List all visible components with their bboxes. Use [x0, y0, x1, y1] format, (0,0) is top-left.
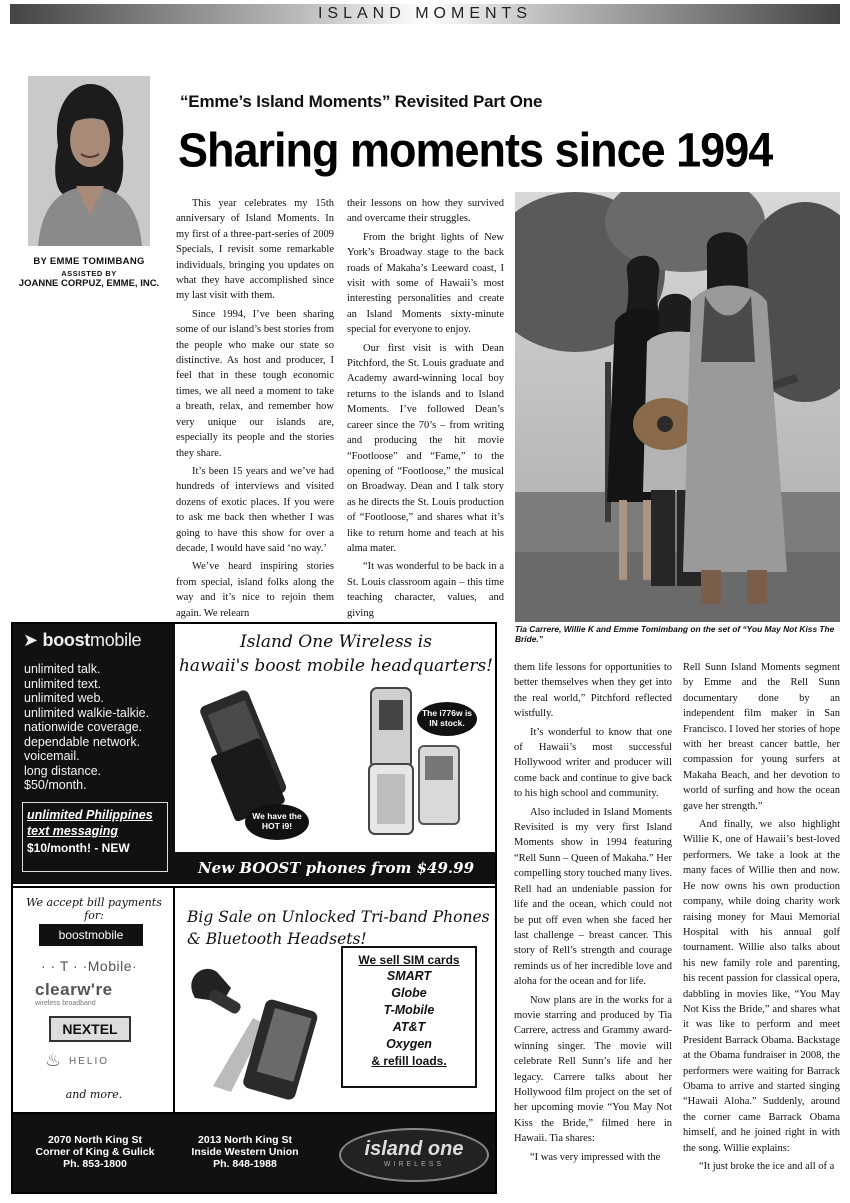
ad-sale-panel — [175, 886, 497, 1112]
philippines-offer-line-2: text messaging — [27, 824, 119, 838]
paragraph: This year celebrates my 15th anniversary of Island Moments. In my first of a three-part-series of 2009 Specials, I revisit some remarkable individuals, bringing you updates on what they have accomplished since my last visit with them. — [176, 198, 334, 302]
advertisement — [11, 622, 497, 1194]
paragraph: Now plans are in the works for a movie starring and produced by Tia Carrere, actress and Grammy award-winning singer. The movie will celebrate Rell Sunn’s life and her legacy. Carrere talks about her Hollywood film project on the set of her upcoming movie “You May Not Kiss the Bride,” filmed here in Hawaii. Tia shares: — [514, 994, 672, 1145]
section-header-bar — [10, 4, 840, 24]
sim-refill: & refill loads. — [371, 1054, 447, 1068]
sale-title — [187, 906, 490, 950]
feature-item: voicemail. — [24, 749, 80, 763]
boost-logo-arrow-icon: ➤ — [23, 630, 38, 650]
philippines-offer-line-1: unlimited Philippines — [27, 808, 153, 822]
photo-caption: Tia Carrere, Willie K and Emme Tomimbang on the set of “You May Not Kiss The Bride.” — [515, 624, 835, 644]
headset-and-phone-illustration — [183, 958, 343, 1108]
feature-item: unlimited web. — [24, 691, 104, 705]
paragraph: And finally, we also highlight Willie K, one of Hawaii’s best-loved performers. We take a look at the many faces of Willie then and now. He now owns his own production company, while doing charity work raising money for Maui Memorial Hospital with his annual golf tournament. Willie also talks about his new family role and parenting, his recent passion for classical opera, dabbling in movies like, “You May Not Kiss the Bride,” and shares what it was like to perform and meet President Barrack Obama. Backstage at the Obama fundraiser in 2008, the performers were waiting for Barrack Obama to arrive and started singing “Hawaii Aloha.” Suddenly, around the corner came Barrack Obama himself, and he joined right in with the song. Willie explains: — [683, 819, 840, 1154]
ad-headquarters-panel — [175, 624, 497, 852]
store-address: 2070 North King St — [48, 1134, 142, 1146]
sim-title: We sell SIM cards — [358, 953, 460, 967]
byline-assistant: JOANNE CORPUZ, EMME, INC. — [18, 278, 160, 289]
carrier-tmobile-logo: · · T · ·Mobile· — [41, 958, 138, 974]
ad-store-footer — [13, 1112, 497, 1194]
paragraph: We’ve heard inspiring stories from special, island folks along the way and it’s nice to rejoin them again. We relearn — [176, 561, 334, 619]
ad-carriers-panel — [13, 886, 175, 1112]
article-column-4 — [683, 660, 840, 1190]
helio-flame-icon: ♨ — [45, 1050, 62, 1070]
paragraph: them life lessons for opportunities to better themselves when they get into the real world,” Pitchford reflected wistfully. — [514, 662, 672, 720]
boost-logo-text-a: boost — [42, 630, 90, 650]
ad-hq-line-2: hawaii's boost mobile headquarters! — [178, 656, 494, 676]
store-phone: Ph. 848-1988 — [213, 1158, 277, 1170]
paragraph: Also included in Island Moments Revisited is my very first Island Moments show in 1994 featuring “Rell Sunn – Queen of Makaha.” Her compelling story touched many lives. Rell had an undeniable passion for life and the ocean, which could not be put off even when she faced her last challenge – breast cancer. This story of Rell’s strength and courage reminds us of her incredible love and aloha for the ocean and for life. — [514, 806, 672, 988]
sim-item: Globe — [391, 986, 427, 1000]
main-photo-image — [515, 192, 840, 622]
byline-assisted-label: ASSISTED BY — [61, 269, 117, 278]
paragraph: their lessons on how they survived and overcame their struggles. — [347, 198, 504, 225]
paragraph: “It just broke the ice and all of a — [699, 1161, 835, 1172]
paragraph: “It was wonderful to be back in a St. Louis classroom again – this time teaching character, values, and giving — [347, 561, 504, 619]
hot-phone-bubble — [245, 804, 309, 840]
store-cross-street: Corner of King & Gulick — [35, 1146, 155, 1158]
paragraph: It’s wonderful to know that one of Hawaii’s most successful Hollywood writer and producer will come back and continue to give back to his high school and community. — [514, 726, 672, 800]
and-more-text: and more. — [65, 1088, 123, 1101]
phones-price-banner: New BOOST phones from $49.99 — [175, 852, 497, 884]
paragraph: Our first visit is with Dean Pitchford, the St. Louis graduate and Academy award-winning local boy returns to the islands and to Island Moments. I’ve followed Dean’s career since the 70’s – from writing and producing the hit movie “Footloose” and “Fame,” to the opening of “Footloose,” the musical on Broadway. Dean and I talk story as he directs the St. Louis production of “Footloose,” and shares what it’s like to return home and teach at his alma mater. — [347, 342, 504, 554]
carrier-clearwire-logo: clearw're — [35, 980, 113, 999]
sim-item: AT&T — [392, 1020, 426, 1034]
author-portrait-image — [28, 76, 150, 246]
feature-item: $50/month. — [24, 778, 87, 792]
store-phone: Ph. 853-1800 — [63, 1158, 127, 1170]
article-column-3 — [514, 660, 672, 1190]
article-column-1 — [176, 196, 334, 620]
carrier-nextel-logo: NEXTEL — [49, 1016, 131, 1042]
sim-item: Oxygen — [386, 1037, 432, 1051]
author-photo — [28, 76, 150, 246]
feature-item: unlimited talk. — [24, 662, 101, 676]
boost-mobile-logo — [23, 630, 141, 651]
logo-subtitle: WIRELESS — [383, 1161, 445, 1168]
island-one-wireless-logo — [339, 1128, 489, 1182]
article-column-2 — [347, 196, 504, 620]
bubble-hot-line-1: We have the — [252, 811, 302, 821]
sale-line-2: & Bluetooth Headsets! — [187, 930, 367, 948]
paragraph: “I was very impressed with the — [530, 1151, 661, 1163]
paragraph: It’s been 15 years and we’ve had hundreds of interviews and visited dozens of exotic places. If you were to ask me back then whether I was going to have this show for over a decade, I would have said ‘no way.’ — [176, 465, 334, 554]
philippines-offer-price: $10/month! - NEW — [27, 841, 130, 855]
ad-hq-line-1: Island One Wireless is — [240, 632, 432, 652]
section-title: ISLAND MOMENTS — [317, 5, 532, 22]
phones-illustration — [175, 624, 497, 852]
philippines-offer-box — [22, 802, 168, 872]
in-stock-bubble — [417, 702, 477, 736]
byline-author: BY EMME TOMIMBANG — [33, 256, 145, 267]
bubble-hot-line-2: HOT i9! — [261, 821, 293, 831]
sale-line-1: Big Sale on Unlocked Tri-band Phones — [187, 908, 490, 926]
bubble-stock-line-2: IN stock. — [429, 718, 465, 728]
bill-payments-heading: We accept bill payments for: — [26, 896, 162, 922]
boost-logo-text-b: mobile — [90, 630, 142, 650]
paragraph: Rell Sunn Island Moments segment by Emme and the Rell Sunn documentary done by an independent film maker in San Francisco. I loved her stories of hope with her breast cancer battle, her compassion for young surfers at Makaha Beach, and her devotion to world of surfing and how the ocean gave her strength.” — [683, 662, 840, 812]
feature-item: unlimited text. — [24, 676, 102, 691]
feature-item: dependable network. — [24, 734, 141, 749]
sim-cards-box — [341, 946, 477, 1088]
sim-item: SMART — [386, 969, 432, 983]
logo-name: island one — [364, 1138, 464, 1160]
article-kicker: “Emme’s Island Moments” Revisited Part One — [180, 92, 543, 111]
bubble-stock-line-1: The i776w is — [421, 708, 473, 718]
ad-boost-panel — [13, 624, 175, 884]
sim-item: T-Mobile — [383, 1003, 435, 1017]
store-address: 2013 North King St — [198, 1134, 292, 1146]
store-cross-street: Inside Western Union — [191, 1146, 299, 1158]
paragraph: From the bright lights of New York’s Broadway stage to the back roads of Makaha’s Leeward coast, I visit with some of Hawaii’s most interesting personalities and create an Island Moments sixty-minute special for everyone to enjoy. — [347, 231, 504, 336]
feature-item: unlimited walkie-talkie. — [24, 705, 150, 720]
feature-item: long distance. — [24, 763, 102, 778]
carrier-clearwire-tagline: wireless broadband — [35, 1000, 96, 1007]
feature-item: nationwide coverage. — [24, 720, 143, 734]
store-location-2 — [175, 1134, 315, 1170]
carrier-boost-logo: boostmobile — [39, 924, 143, 946]
paragraph: Since 1994, I’ve been sharing some of our island’s best stories from the people who make our state so distinctive. As host and producer, I feel that in these tough economic times, we all need a moment to take a breath, relax, and remember how very unique our islands are, especially its people and the stories they share. — [176, 308, 334, 459]
store-location-1 — [25, 1134, 165, 1170]
boost-feature-list — [24, 662, 174, 793]
main-photo — [515, 192, 840, 622]
carrier-helio-logo: HELIO — [69, 1056, 110, 1067]
article-headline: Sharing moments since 1994 — [178, 122, 773, 178]
